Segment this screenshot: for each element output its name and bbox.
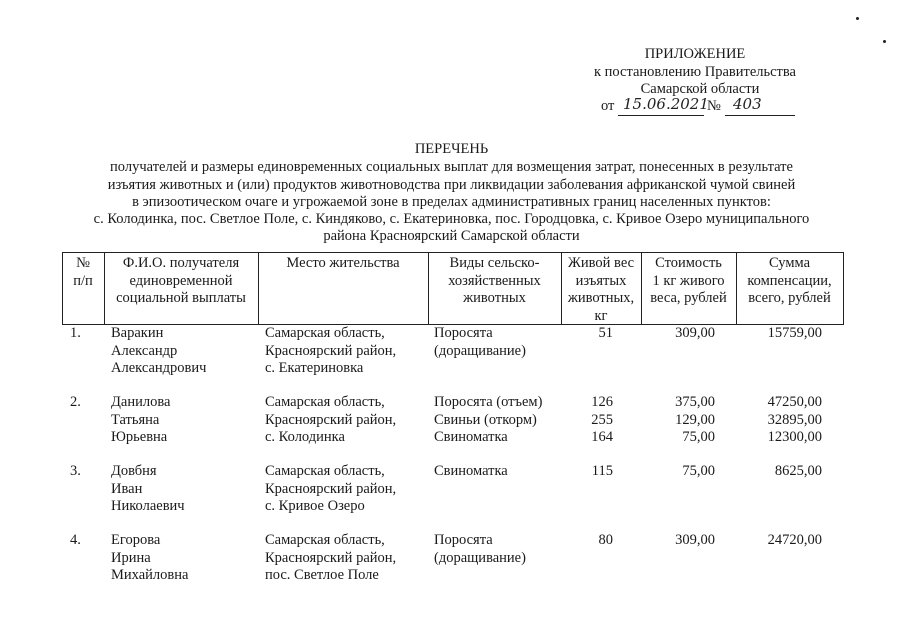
header-recipient-name: Ф.И.О. получателя единовременной социальной выплаты: [116, 255, 246, 306]
recipient-name: Данилова Татьяна Юрьевна: [111, 394, 171, 445]
appendix-number-label: №: [707, 98, 721, 114]
heading-line: района Красноярский Самарской области: [323, 228, 580, 244]
animal-types: Поросята (доращивание): [434, 325, 526, 359]
scan-speck: [856, 17, 859, 20]
residence: Самарская область, Красноярский район, пос. Светлое Поле: [265, 532, 397, 583]
live-weight: 51: [598, 325, 613, 341]
heading-line: с. Колодинка, пос. Светлое Поле, с. Киндяково, с. Екатериновка, пос. Городцовка, с. Кривое Озеро муниципального: [93, 211, 810, 227]
appendix-line-1: к постановлению Правительства: [594, 64, 796, 80]
price-per-kg: 75,00: [682, 463, 715, 479]
row-number: 1.: [70, 325, 81, 341]
heading-line: получателей и размеры единовременных социальных выплат для возмещения затрат, понесенных в результате: [110, 159, 793, 175]
price-per-kg: 309,00: [675, 325, 715, 341]
column-divider: [843, 252, 844, 324]
header-total-compensation: Сумма компенсации, всего, рублей: [747, 255, 832, 306]
price-per-kg: 375,00 129,00 75,00: [675, 394, 715, 445]
price-per-kg: 309,00: [675, 532, 715, 548]
appendix-line-2: Самарской области: [640, 81, 760, 97]
heading-title: ПЕРЕЧЕНЬ: [414, 141, 489, 157]
live-weight: 126 255 164: [591, 394, 613, 445]
appendix-from-label: от: [601, 98, 615, 114]
animal-types: Свиноматка: [434, 463, 508, 479]
total-compensation: 24720,00: [767, 532, 822, 548]
recipient-name: Егорова Ирина Михайловна: [111, 532, 189, 583]
appendix-title: ПРИЛОЖЕНИЕ: [644, 46, 746, 62]
table-top-border: [62, 252, 844, 253]
recipient-name: Варакин Александр Александрович: [111, 325, 207, 376]
row-number: 4.: [70, 532, 81, 548]
header-residence: Место жительства: [286, 255, 400, 271]
recipient-name: Довбня Иван Николаевич: [111, 463, 185, 514]
total-compensation: 8625,00: [774, 463, 822, 479]
date-underline: [618, 115, 704, 116]
heading-line: изъятия животных и (или) продуктов животноводства при ликвидации заболевания африканской чумой свиней: [107, 177, 796, 193]
number-underline: [725, 115, 795, 116]
header-number: № п/п: [73, 255, 93, 289]
row-number: 2.: [70, 394, 81, 410]
total-compensation: 15759,00: [767, 325, 822, 341]
heading-line: в эпизоотическом очаге и угрожаемой зоне в пределах административных границ населенных пунктов:: [132, 194, 771, 210]
residence: Самарская область, Красноярский район, с. Кривое Озеро: [265, 463, 397, 514]
residence: Самарская область, Красноярский район, с. Екатериновка: [265, 325, 397, 376]
row-number: 3.: [70, 463, 81, 479]
header-live-weight: Живой вес изъятых животных, кг: [567, 255, 635, 324]
live-weight: 115: [591, 463, 613, 479]
residence: Самарская область, Красноярский район, с. Колодинка: [265, 394, 397, 445]
header-price-per-kg: Стоимость 1 кг живого веса, рублей: [650, 255, 727, 306]
appendix-date: 15.06.2021: [623, 95, 709, 113]
header-animal-types: Виды сельско- хозяйственных животных: [448, 255, 541, 306]
animal-types: Поросята (доращивание): [434, 532, 526, 566]
total-compensation: 47250,00 32895,00 12300,00: [767, 394, 822, 445]
animal-types: Поросята (отъем) Свиньи (откорм) Свиноматка: [434, 394, 543, 445]
scan-speck: [883, 40, 886, 43]
appendix-number: 403: [733, 95, 762, 113]
live-weight: 80: [598, 532, 613, 548]
